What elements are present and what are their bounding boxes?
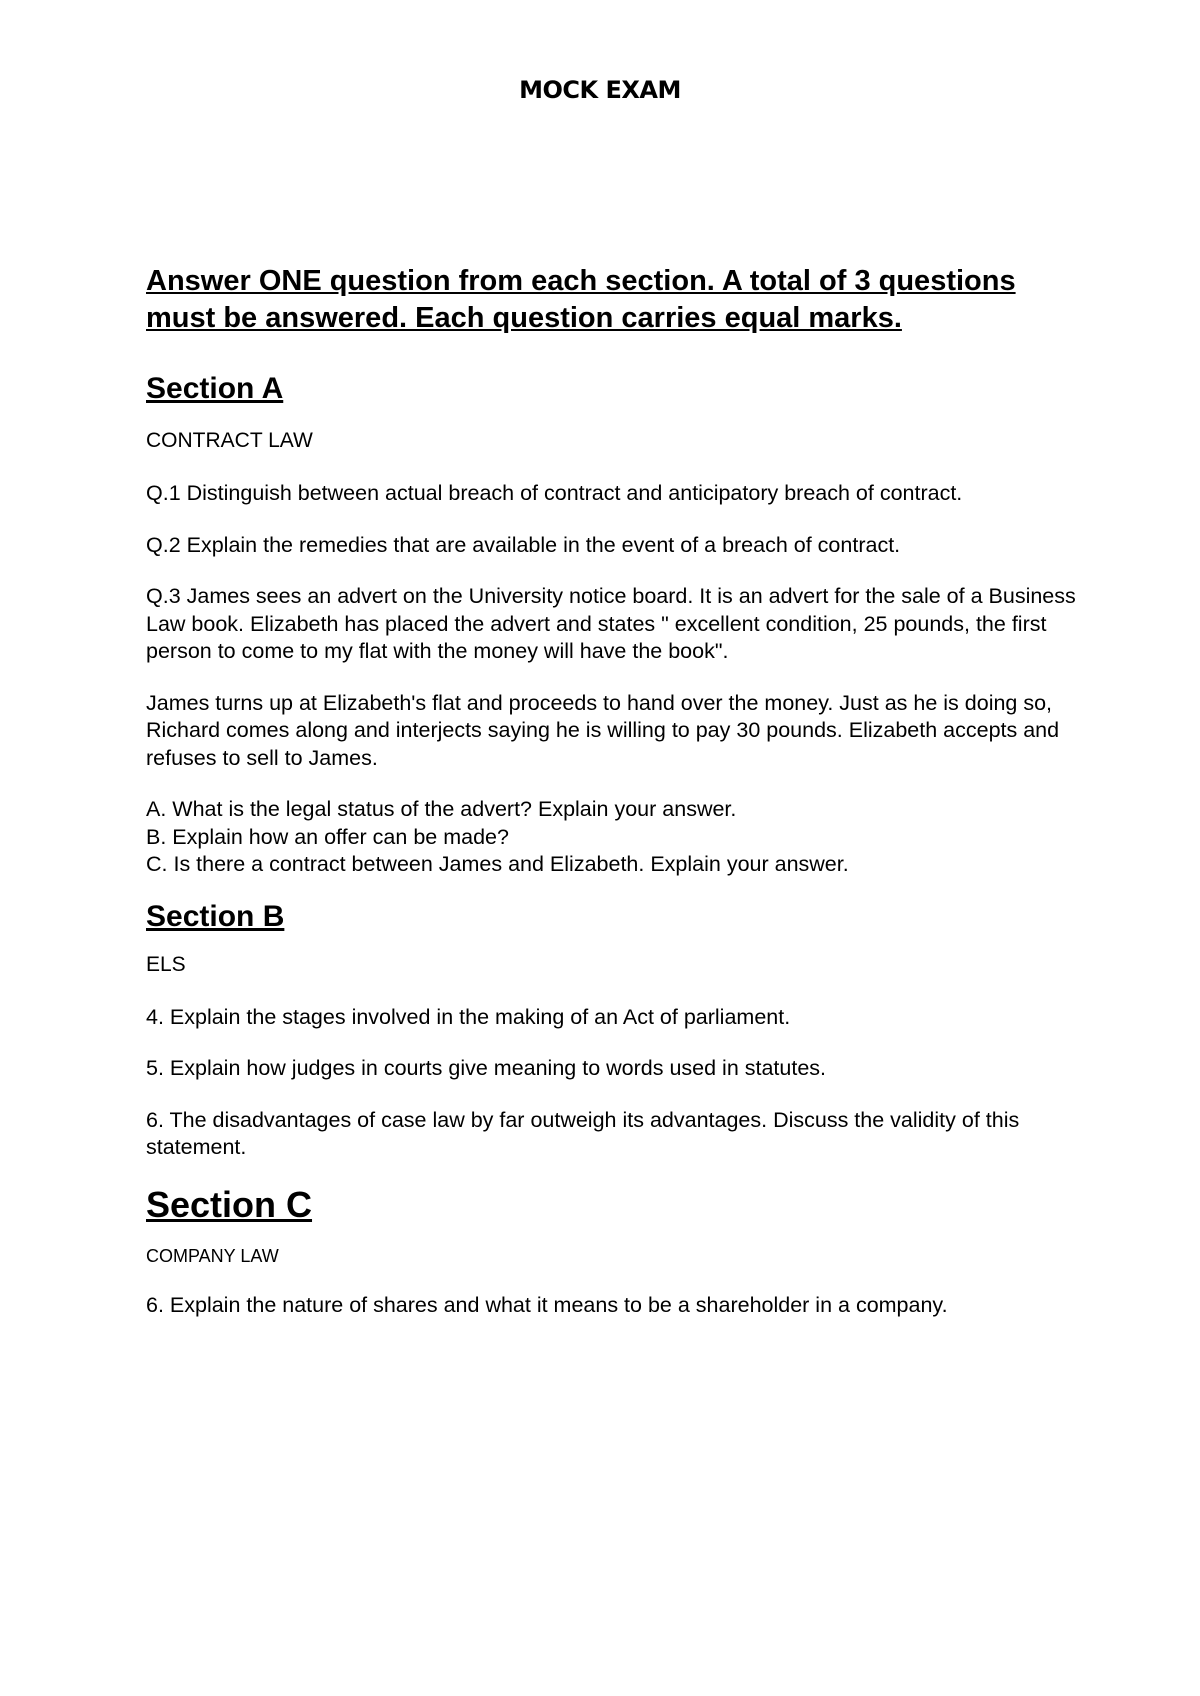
section-c-heading: Section C — [146, 1183, 313, 1225]
question-3-part-a: A. What is the legal status of the advert? Explain your answer. — [146, 797, 737, 821]
question-3-parts — [146, 796, 1076, 879]
question-6-els: 6. The disadvantages of case law by far outweigh its advantages. Discuss the validity of this statement. — [146, 1107, 1020, 1159]
question-3-part-b: B. Explain how an offer can be made? — [146, 824, 509, 849]
question-4: 4. Explain the stages involved in the making of an Act of parliament. — [146, 1004, 791, 1029]
section-b-heading: Section B — [146, 899, 285, 933]
section-a-heading: Section A — [146, 372, 284, 405]
section-a-subject: CONTRACT LAW — [146, 429, 313, 452]
question-1: Q.1 Distinguish between actual breach of contract and anticipatory breach of contract. — [146, 481, 963, 505]
question-6-company: 6. Explain the nature of shares and what it means to be a shareholder in a company. — [146, 1292, 948, 1317]
document-title: MOCK EXAM — [519, 76, 681, 104]
question-5: 5. Explain how judges in courts give meaning to words used in statutes. — [146, 1056, 827, 1080]
question-3-part-c: C. Is there a contract between James and Elizabeth. Explain your answer. — [146, 852, 849, 876]
section-b-subject: ELS — [146, 952, 186, 976]
question-3-scenario: Q.3 James sees an advert on the University notice board. It is an advert for the sale of a Business Law book. Elizabeth has placed the advert and states " excellent condition, 25 pounds, the first person to come to my flat with the money will have the book". — [146, 584, 1076, 663]
exam-instructions: Answer ONE question from each section. A total of 3 questions must be answered. Each question carries equal marks. — [146, 265, 1016, 334]
exam-content — [146, 263, 1076, 1319]
question-2: Q.2 Explain the remedies that are available in the event of a breach of contract. — [146, 532, 901, 557]
section-c-subject: COMPANY LAW — [146, 1245, 279, 1266]
question-3-facts: James turns up at Elizabeth's flat and proceeds to hand over the money. Just as he is doing so, Richard comes along and interjects saying he is willing to pay 30 pounds. Elizabeth accepts and refuses to sell to James. — [146, 690, 1060, 770]
